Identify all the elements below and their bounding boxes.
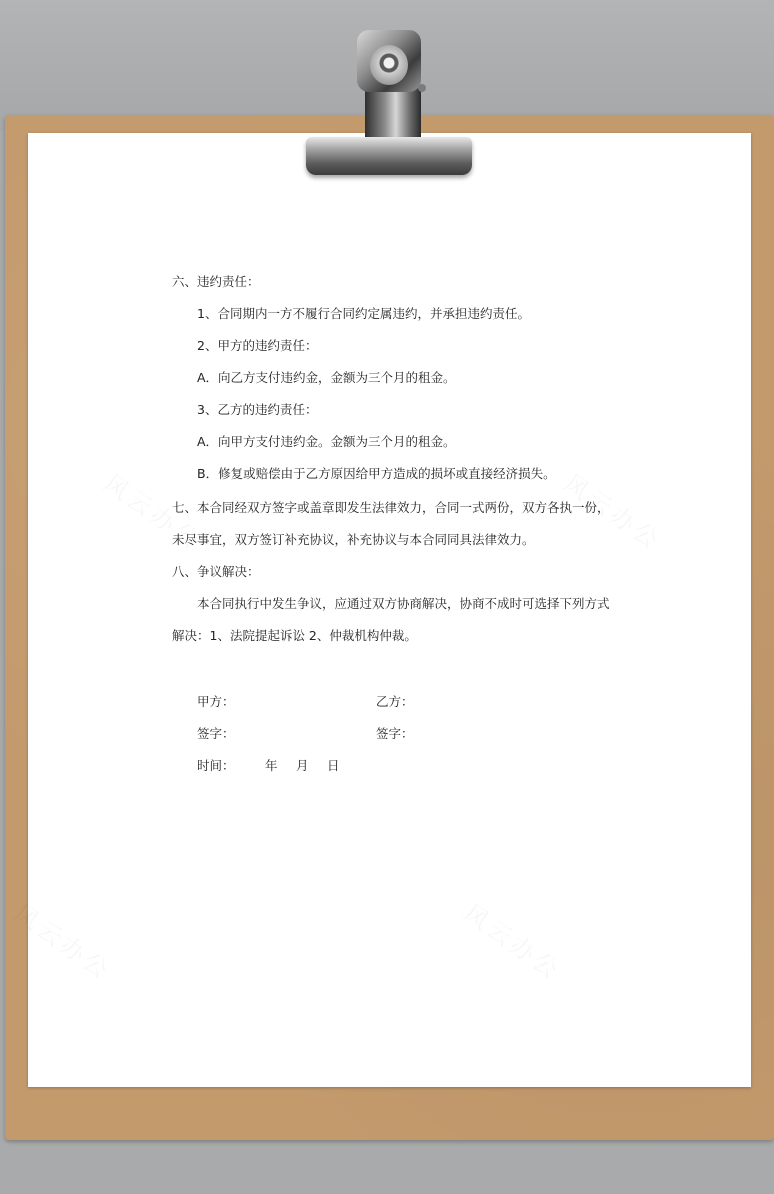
sign-a-label: 签字： [197,726,235,741]
paper-sheet [28,133,751,1087]
binder-clip-base [306,137,472,175]
section7-line1: 七、本合同经双方签字或盖章即发生法律效力，合同一式两份，双方各执一份， [172,500,610,515]
binder-clip-hole-icon [370,45,408,85]
section8-heading: 八、争议解决： [172,564,260,579]
section6-heading: 六、违约责任： [172,274,260,289]
year-label: 年 [265,758,278,773]
clause-item-2: 2、甲方的违约责任： [197,338,318,353]
sign-b-label: 签字： [376,726,414,741]
clause-item-1: 1、合同期内一方不履行合同约定属违约，并承担违约责任。 [197,306,530,321]
clause-item-3: 3、乙方的违约责任： [197,402,318,417]
section8-line1: 本合同执行中发生争议，应通过双方协商解决，协商不成时可选择下列方式 [197,596,610,611]
clause-item-2a: A．向乙方支付违约金，金额为三个月的租金。 [197,370,456,385]
time-label: 时间： [197,758,235,773]
day-label: 日 [327,758,340,773]
clause-item-3a: A．向甲方支付违约金。金额为三个月的租金。 [197,434,456,449]
section8-line2: 解决：1、法院提起诉讼 2、仲裁机构仲裁。 [172,628,417,643]
watermark [458,894,570,987]
party-b-label: 乙方： [376,694,414,709]
clause-item-3b: B．修复或赔偿由于乙方原因给甲方造成的损坏或直接经济损失。 [197,466,556,481]
month-label: 月 [296,758,309,773]
section7-line2: 未尽事宜，双方签订补充协议，补充协议与本合同同具法律效力。 [172,532,535,547]
binder-clip-pin [418,84,426,92]
party-a-label: 甲方： [197,694,235,709]
